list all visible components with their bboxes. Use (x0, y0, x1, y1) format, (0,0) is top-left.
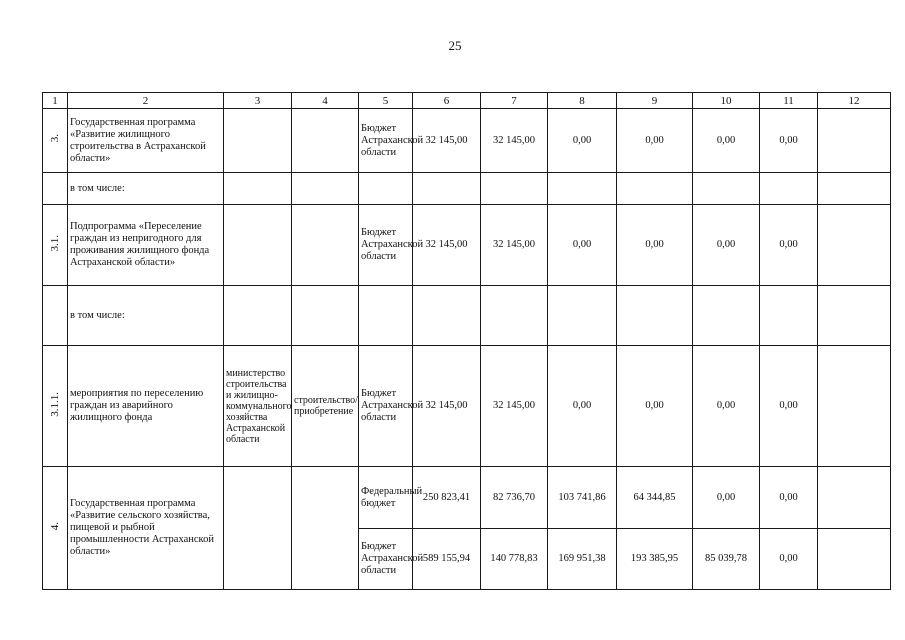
table-row (43, 173, 891, 205)
value-cell: 0,00 (760, 346, 818, 467)
page-number: 25 (448, 38, 462, 53)
purpose-cell (292, 205, 359, 286)
subtotal-label-cell: в том числе: (68, 286, 224, 346)
table-row (43, 467, 891, 529)
value-cell: 169 951,38 (548, 529, 617, 590)
value-cell (818, 173, 891, 205)
value-cell (818, 205, 891, 286)
value-cell: 0,00 (548, 109, 617, 173)
header-cell: 8 (548, 93, 617, 109)
header-cell: 7 (481, 93, 548, 109)
value-cell (760, 173, 818, 205)
row-number-cell (43, 205, 68, 286)
value-cell: 32 145,00 (413, 346, 481, 467)
program-name-cell: Подпрограмма «Переселение граждан из непригодного для проживания жилищного фонда Астраханской области» (68, 205, 224, 286)
value-cell: 82 736,70 (481, 467, 548, 529)
value-cell: 140 778,83 (481, 529, 548, 590)
value-cell (548, 286, 617, 346)
value-cell: 250 823,41 (413, 467, 481, 529)
executor-cell (224, 173, 292, 205)
value-cell: 32 145,00 (481, 205, 548, 286)
purpose-cell (292, 467, 359, 590)
value-cell: 85 039,78 (693, 529, 760, 590)
header-cell: 12 (818, 93, 891, 109)
value-cell: 0,00 (693, 346, 760, 467)
value-cell (481, 286, 548, 346)
value-cell: 0,00 (693, 467, 760, 529)
header-cell: 10 (693, 93, 760, 109)
header-cell: 9 (617, 93, 693, 109)
value-cell (693, 173, 760, 205)
purpose-cell (292, 286, 359, 346)
row-number: 4. (49, 521, 61, 531)
funding-source-cell: Бюджет Астраханской области (359, 205, 413, 286)
purpose-cell (292, 173, 359, 205)
value-cell (413, 286, 481, 346)
value-cell: 0,00 (693, 109, 760, 173)
value-cell: 32 145,00 (413, 109, 481, 173)
program-name-cell: Государственная программа «Развитие сельского хозяйства, пищевой и рыбной промышленности Астраханской области» (68, 467, 224, 590)
header-row (43, 93, 891, 109)
table-row (43, 286, 891, 346)
value-cell: 32 145,00 (413, 205, 481, 286)
value-cell (818, 529, 891, 590)
program-name-cell: мероприятия по переселению граждан из аварийного жилищного фонда (68, 346, 224, 467)
row-number-cell (43, 467, 68, 590)
row-number-cell (43, 173, 68, 205)
value-cell: 0,00 (760, 467, 818, 529)
value-cell (693, 286, 760, 346)
header-cell: 5 (359, 93, 413, 109)
budget-table (42, 92, 891, 590)
purpose-cell (292, 109, 359, 173)
purpose-cell: строительство/ приобретение (292, 346, 359, 467)
funding-source-cell: Бюджет Астраханской области (359, 529, 413, 590)
value-cell (760, 286, 818, 346)
header-cell: 1 (43, 93, 68, 109)
row-number-cell (43, 346, 68, 467)
value-cell: 0,00 (617, 205, 693, 286)
value-cell (413, 173, 481, 205)
value-cell: 0,00 (693, 205, 760, 286)
value-cell (481, 173, 548, 205)
header-cell: 6 (413, 93, 481, 109)
value-cell: 0,00 (548, 205, 617, 286)
funding-source-cell (359, 173, 413, 205)
funding-source-cell: Бюджет Астраханской области (359, 109, 413, 173)
value-cell: 0,00 (617, 109, 693, 173)
value-cell: 0,00 (760, 109, 818, 173)
value-cell: 0,00 (760, 529, 818, 590)
value-cell: 589 155,94 (413, 529, 481, 590)
value-cell (818, 467, 891, 529)
value-cell: 193 385,95 (617, 529, 693, 590)
header-cell: 11 (760, 93, 818, 109)
executor-cell (224, 467, 292, 590)
executor-cell: министерство строительства и жилищно-коммунального хозяйства Астраханской области (224, 346, 292, 467)
value-cell: 0,00 (617, 346, 693, 467)
funding-source-cell: Бюджет Астраханской области (359, 346, 413, 467)
value-cell: 64 344,85 (617, 467, 693, 529)
value-cell: 103 741,86 (548, 467, 617, 529)
funding-source-cell (359, 286, 413, 346)
header-cell: 2 (68, 93, 224, 109)
table-row (43, 346, 891, 467)
row-number: 3.1.1. (49, 391, 61, 417)
row-number-cell (43, 109, 68, 173)
value-cell (617, 286, 693, 346)
value-cell (818, 109, 891, 173)
subtotal-label-cell: в том числе: (68, 173, 224, 205)
value-cell: 0,00 (548, 346, 617, 467)
table-row (43, 109, 891, 173)
value-cell: 32 145,00 (481, 109, 548, 173)
value-cell (818, 346, 891, 467)
value-cell: 32 145,00 (481, 346, 548, 467)
value-cell (548, 173, 617, 205)
row-number-cell (43, 286, 68, 346)
executor-cell (224, 109, 292, 173)
row-number: 3. (49, 134, 61, 143)
value-cell (617, 173, 693, 205)
value-cell: 0,00 (760, 205, 818, 286)
executor-cell (224, 205, 292, 286)
table-row (43, 205, 891, 286)
executor-cell (224, 286, 292, 346)
header-cell: 4 (292, 93, 359, 109)
row-number: 3.1. (49, 234, 61, 252)
header-cell: 3 (224, 93, 292, 109)
program-name-cell: Государственная программа «Развитие жилищного строительства в Астраханской области» (68, 109, 224, 173)
funding-source-cell: Федеральный бюджет (359, 467, 413, 529)
value-cell (818, 286, 891, 346)
